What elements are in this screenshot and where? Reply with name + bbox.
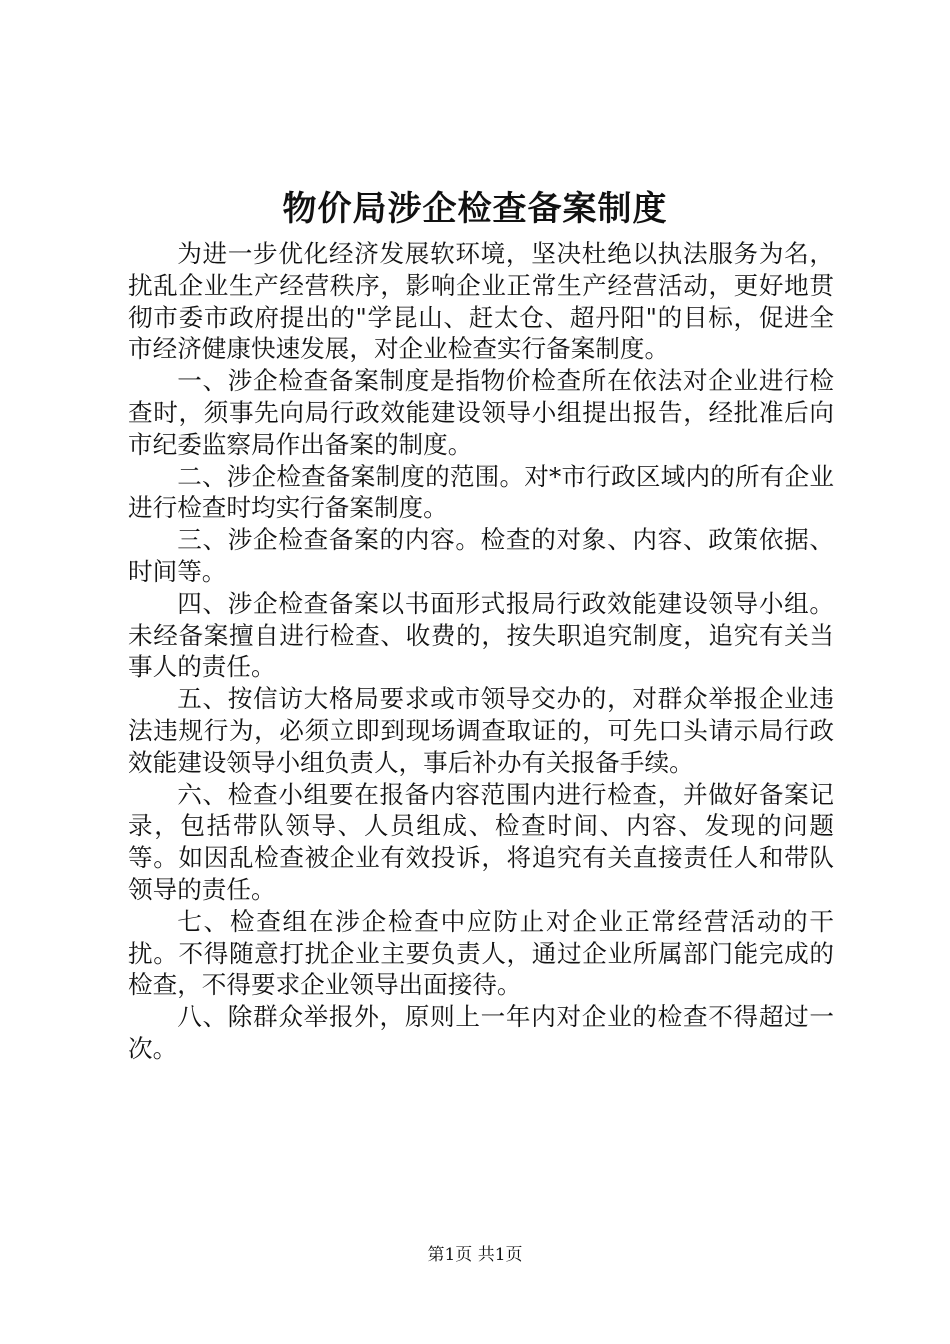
paragraph-article-6: 六、检查小组要在报备内容范围内进行检查，并做好备案记录，包括带队领导、人员组成、检查时间、内容、发现的问题等。如因乱检查被企业有效投诉，将追究有关直接责任人和带队领导的责任。 — [128, 779, 834, 904]
paragraph-article-1: 一、涉企检查备案制度是指物价检查所在依法对企业进行检查时，须事先向局行政效能建设领导小组提出报告，经批准后向市纪委监察局作出备案的制度。 — [128, 366, 834, 459]
paragraph-article-4: 四、涉企检查备案以书面形式报局行政效能建设领导小组。未经备案擅自进行检查、收费的，按失职追究制度，追究有关当事人的责任。 — [128, 588, 834, 682]
paragraph-article-5: 五、按信访大格局要求或市领导交办的，对群众举报企业违法违规行为，必须立即到现场调查取证的，可先口头请示局行政效能建设领导小组负责人，事后补办有关报备手续。 — [128, 684, 834, 777]
paragraph-intro: 为进一步优化经济发展软环境，坚决杜绝以执法服务为名，扰乱企业生产经营秩序，影响企业正常生产经营活动，更好地贯彻市委市政府提出的"学昆山、赶太仓、超丹阳"的目标，促进全市经济健康快速发展，对企业检查实行备案制度。 — [128, 239, 834, 364]
paragraph-article-8: 八、除群众举报外，原则上一年内对企业的检查不得超过一次。 — [128, 1002, 834, 1063]
paragraph-article-7: 七、检查组在涉企检查中应防止对企业正常经营活动的干扰。不得随意打扰企业主要负责人，通过企业所属部门能完成的检查，不得要求企业领导出面接待。 — [128, 906, 834, 1000]
paragraph-article-3: 三、涉企检查备案的内容。检查的对象、内容、政策依据、时间等。 — [128, 525, 834, 586]
page-footer: 第1页 共1页 — [427, 1245, 523, 1265]
document-title: 物价局涉企检查备案制度 — [282, 189, 668, 229]
document-body — [128, 238, 834, 1065]
paragraph-article-2: 二、涉企检查备案制度的范围。对*市行政区域内的所有企业进行检查时均实行备案制度。 — [128, 461, 834, 523]
